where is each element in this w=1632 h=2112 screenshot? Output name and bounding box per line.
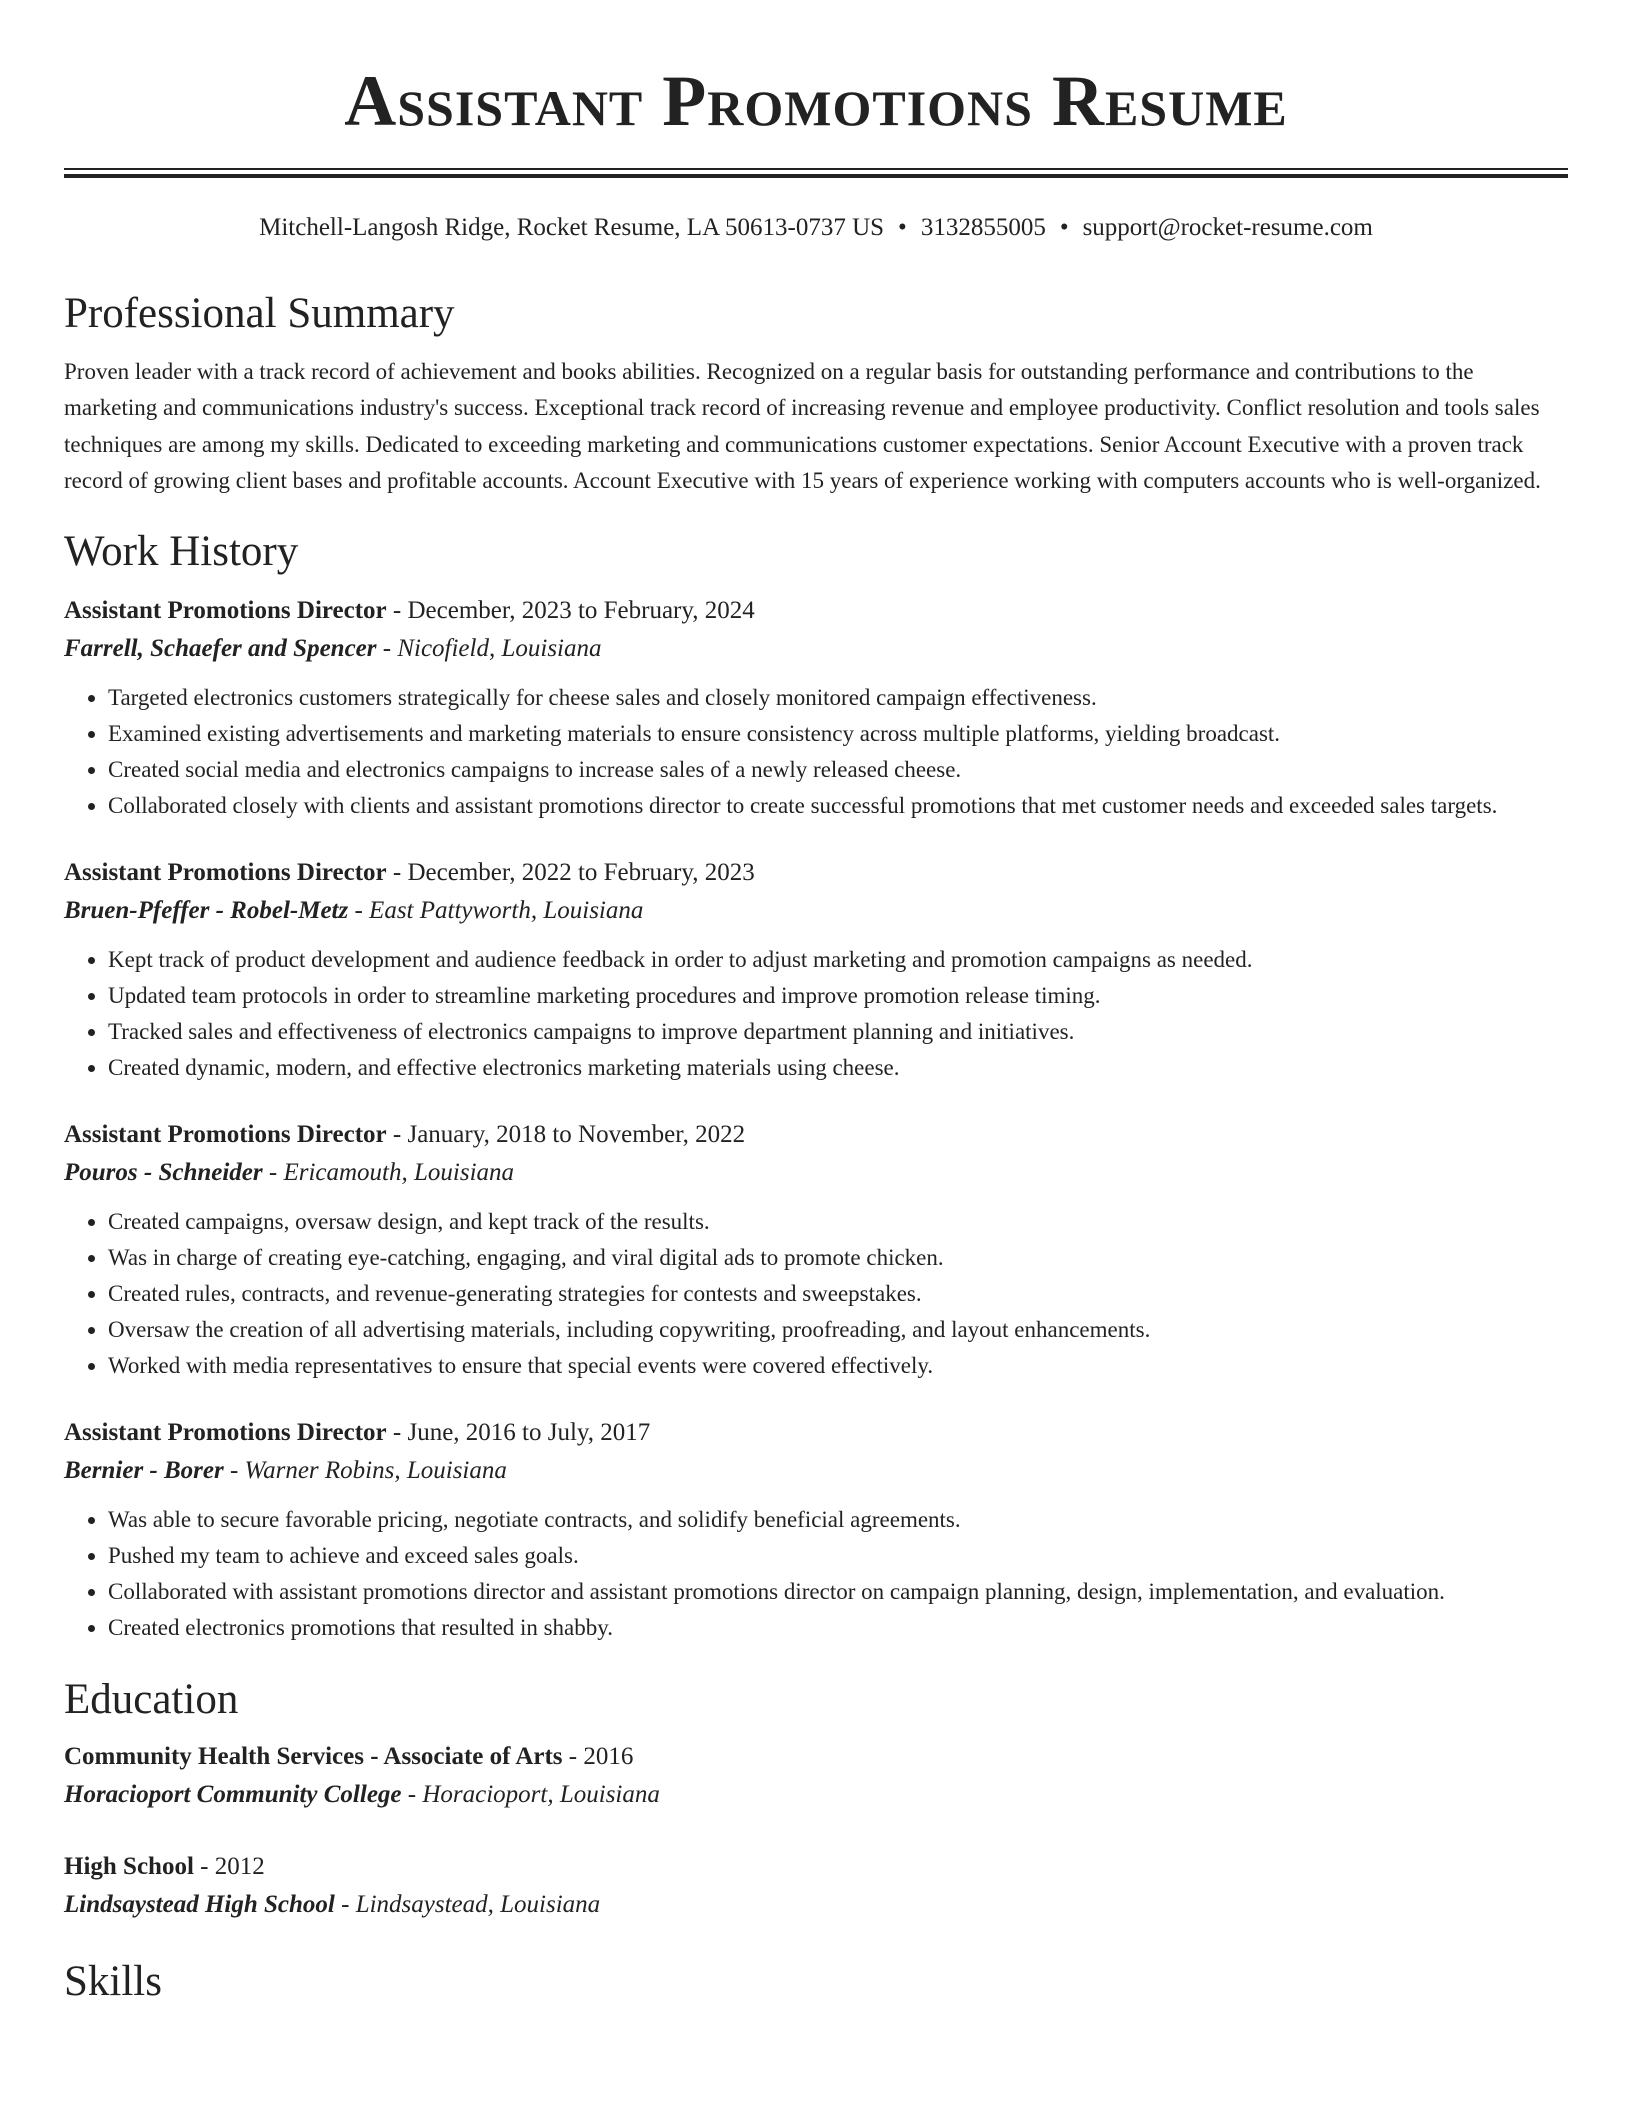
company-name: Bruen-Pfeffer - Robel-Metz (64, 896, 349, 924)
job-bullets (64, 942, 1568, 1086)
job-title-line (64, 1116, 1568, 1154)
list-item: • Examined existing advertisements and marketing materials to ensure consistency across multiple platforms, yielding broadcast. (108, 716, 1568, 752)
degree-name: Community Health Services - Associate of Arts (64, 1742, 563, 1770)
list-item: • Created electronics promotions that resulted in shabby. (108, 1610, 1568, 1646)
company-location: - Warner Robins, Louisiana (223, 1456, 507, 1484)
list-item: • Created campaigns, oversaw design, and kept track of the results. (108, 1204, 1568, 1240)
list-item: • Targeted electronics customers strategically for cheese sales and closely monitored campaign effectiveness. (108, 680, 1568, 716)
school-line (64, 1776, 1568, 1814)
list-item: • Tracked sales and effectiveness of electronics campaigns to improve department planning and initiatives. (108, 1014, 1568, 1050)
contact-address: Mitchell-Langosh Ridge, Rocket Resume, LA 50613-0737 US (259, 214, 885, 241)
contact-separator: • (1059, 214, 1069, 241)
job-bullets (64, 680, 1568, 824)
list-item: • Created social media and electronics campaigns to increase sales of a newly released cheese. (108, 752, 1568, 788)
work-history-heading: Work History (64, 527, 299, 575)
skills-heading: Skills (64, 1957, 162, 2005)
degree-year: - 2016 (562, 1742, 634, 1770)
school-location: - Horacioport, Louisiana (401, 1780, 660, 1808)
company-name: Bernier - Borer (64, 1456, 224, 1484)
job-dates: - December, 2023 to February, 2024 (386, 596, 755, 624)
job-dates: - June, 2016 to July, 2017 (386, 1418, 651, 1446)
list-item: • Created rules, contracts, and revenue-generating strategies for contests and sweepstakes. (108, 1276, 1568, 1312)
summary-heading: Professional Summary (64, 290, 455, 337)
degree-name: High School (64, 1852, 194, 1880)
list-item: • Created dynamic, modern, and effective electronics marketing materials using cheese. (108, 1050, 1568, 1086)
job-title: Assistant Promotions Director (64, 1120, 387, 1148)
resume-title: Assistant Promotions Resume (344, 61, 1288, 141)
contact-phone: 3132855005 (920, 214, 1046, 241)
list-item: • Worked with media representatives to ensure that special events were covered effectively. (108, 1348, 1568, 1384)
job-entry (64, 1116, 1568, 1384)
company-line (64, 630, 1568, 668)
company-line (64, 1452, 1568, 1490)
job-title-line (64, 1414, 1568, 1452)
title-divider (64, 168, 1568, 178)
job-entry (64, 592, 1568, 824)
job-title-line (64, 854, 1568, 892)
list-item: • Pushed my team to achieve and exceed sales goals. (108, 1538, 1568, 1574)
list-item: • Was in charge of creating eye-catching, engaging, and viral digital ads to promote chicken. (108, 1240, 1568, 1276)
list-item: • Collaborated with assistant promotions director and assistant promotions director on campaign planning, design, implementation, and evaluation. (108, 1574, 1568, 1610)
job-dates: - January, 2018 to November, 2022 (386, 1120, 746, 1148)
school-name: Horacioport Community College (64, 1780, 402, 1808)
company-location: - Nicofield, Louisiana (376, 634, 602, 662)
company-location: - Ericamouth, Louisiana (262, 1158, 515, 1186)
job-title: Assistant Promotions Director (64, 596, 387, 624)
job-bullets (64, 1204, 1568, 1384)
degree-year: - 2012 (193, 1852, 265, 1880)
company-location: - East Pattyworth, Louisiana (348, 896, 644, 924)
school-name: Lindsaystead High School (64, 1890, 335, 1918)
school-location: - Lindsaystead, Louisiana (334, 1890, 601, 1918)
company-line (64, 892, 1568, 930)
contact-line (64, 212, 1568, 244)
education-entry (64, 1738, 1568, 1814)
list-item: • Collaborated closely with clients and assistant promotions director to create successful promotions that met customer needs and exceeded sales targets. (108, 788, 1568, 824)
job-entry (64, 1414, 1568, 1646)
summary-text: Proven leader with a track record of achievement and books abilities. Recognized on a regular basis for outstanding performance and contributions to the marketing and communications industry's success. Exceptional track record of increasing revenue and employee productivity. Conflict resolution and tools sales techniques are among my skills. Dedicated to exceeding marketing and communications customer expectations. Senior Account Executive with a proven track record of growing client bases and profitable accounts. Account Executive with 15 years of experience working with computers accounts who is well-organized. (64, 359, 1541, 494)
contact-separator: • (898, 214, 907, 241)
job-title: Assistant Promotions Director (64, 1418, 387, 1446)
company-name: Farrell, Schaefer and Spencer (64, 634, 377, 662)
list-item: • Was able to secure favorable pricing, negotiate contracts, and solidify beneficial agreements. (108, 1502, 1568, 1538)
degree-line (64, 1848, 1568, 1886)
education-heading: Education (64, 1675, 239, 1723)
job-bullets (64, 1502, 1568, 1646)
list-item: • Kept track of product development and audience feedback in order to adjust marketing and promotion campaigns as needed. (108, 942, 1568, 978)
list-item: • Updated team protocols in order to streamline marketing procedures and improve promotion release timing. (108, 978, 1568, 1014)
list-item: • Oversaw the creation of all advertising materials, including copywriting, proofreading, and layout enhancements. (108, 1312, 1568, 1348)
job-title: Assistant Promotions Director (64, 858, 387, 886)
education-entry (64, 1848, 1568, 1924)
degree-line (64, 1738, 1568, 1776)
job-dates: - December, 2022 to February, 2023 (386, 858, 755, 886)
company-line (64, 1154, 1568, 1192)
job-entry (64, 854, 1568, 1086)
company-name: Pouros - Schneider (64, 1158, 263, 1186)
job-title-line (64, 592, 1568, 630)
contact-email: support@rocket-resume.com (1082, 214, 1373, 241)
school-line (64, 1886, 1568, 1924)
